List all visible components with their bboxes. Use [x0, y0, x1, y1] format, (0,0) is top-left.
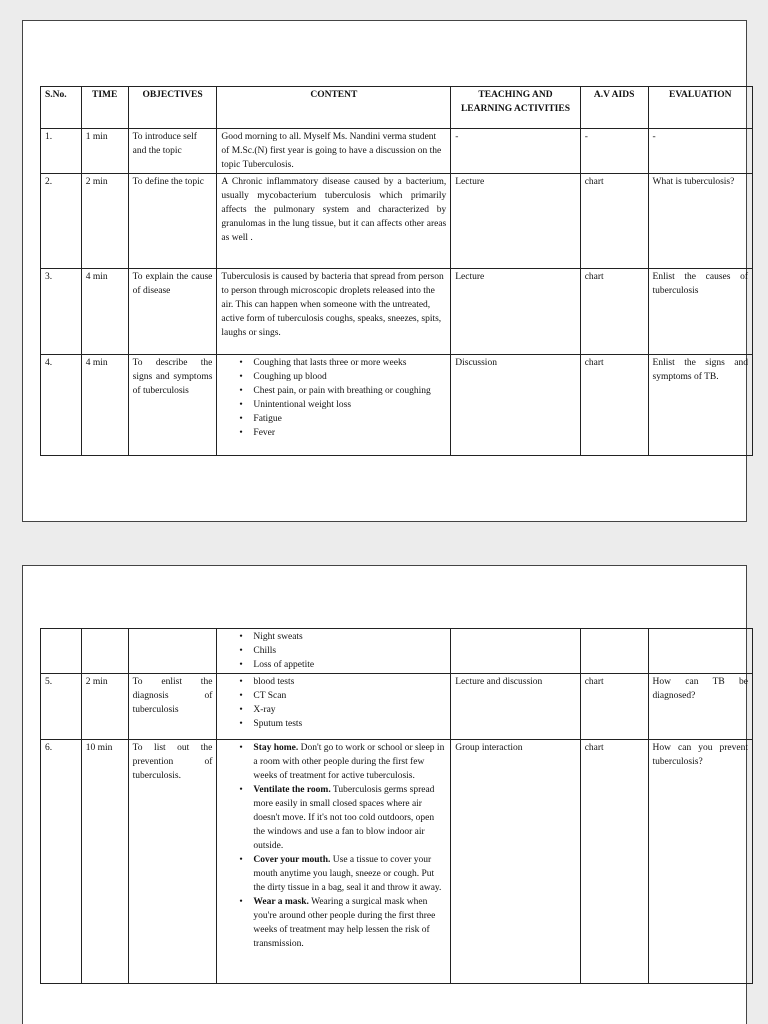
list-item: • X-ray — [221, 703, 446, 717]
table-header-row — [41, 87, 753, 129]
document-page-2 — [22, 565, 747, 1024]
header-av-aids: A.V AIDS — [580, 87, 648, 129]
cell-aids: chart — [580, 355, 648, 456]
cell-sno: 6. — [41, 740, 82, 984]
cell-evaluation: What is tuberculosis? — [648, 174, 752, 269]
header-time: TIME — [81, 87, 128, 129]
cell-aids: - — [580, 129, 648, 174]
cell-objective: To describe the signs and symptoms of tuberculosis — [128, 355, 217, 456]
cell-time: 2 min — [81, 174, 128, 269]
cell-evaluation: How can TB be diagnosed? — [648, 674, 752, 740]
list-item: • Night sweats — [221, 630, 446, 644]
cell-evaluation: Enlist the signs and symptoms of TB. — [648, 355, 752, 456]
prevention-title: Ventilate the room. — [253, 785, 331, 795]
cell-sno: 5. — [41, 674, 82, 740]
cell-evaluation: - — [648, 129, 752, 174]
prevention-title: Cover your mouth. — [253, 855, 331, 865]
prevention-text: Don't go to work or school or sleep in a room with other people during the first few weeks of treatment for active tuberculosis. — [253, 743, 445, 781]
table-row — [41, 629, 753, 674]
table-row — [41, 269, 753, 355]
list-item: • Chills — [221, 644, 446, 658]
cell-sno: 3. — [41, 269, 82, 355]
list-item: • Coughing up blood — [221, 370, 446, 384]
header-activities: TEACHING AND LEARNING ACTIVITIES — [451, 87, 580, 129]
cell-content — [217, 355, 451, 456]
cell-objective: To enlist the diagnosis of tuberculosis — [128, 674, 217, 740]
cell-time: 2 min — [81, 674, 128, 740]
prevention-text: Wearing a surgical mask when you're around other people during the first three weeks of treatment may help lessen the risk of transmission. — [253, 897, 436, 949]
table-row — [41, 355, 753, 456]
header-objectives: OBJECTIVES — [128, 87, 217, 129]
prevention-text: Tuberculosis germs spread more easily in small closed spaces where air doesn't move. If it's not too cold outdoors, open the windows and use a fan to blow indoor air outside. — [253, 785, 435, 851]
cell-objective: To list out the prevention of tuberculosis. — [128, 740, 217, 984]
cell-content: A Chronic inflammatory disease caused by a bacterium, usually mycobacterium tuberculosis which primarily affects the pulmonary system and characterized by granulomas in the lung tissue, but it can affects other areas as well . — [217, 174, 451, 269]
list-item: • Fatigue — [221, 412, 446, 426]
table-row — [41, 129, 753, 174]
list-item: • Fever — [221, 426, 446, 440]
cell-objective: To explain the cause of disease — [128, 269, 217, 355]
cell-activity: Group interaction — [451, 740, 580, 984]
cell-content — [217, 740, 451, 984]
cell-content: Good morning to all. Myself Ms. Nandini verma student of M.Sc.(N) first year is going to have a discussion on the topic Tuberculosis. — [217, 129, 451, 174]
header-content: CONTENT — [217, 87, 451, 129]
cell-time: 4 min — [81, 355, 128, 456]
cell-sno: 4. — [41, 355, 82, 456]
table-row — [41, 674, 753, 740]
list-item — [221, 741, 446, 783]
cell-aids: chart — [580, 269, 648, 355]
list-item: • blood tests — [221, 675, 446, 689]
prevention-text: Use a tissue to cover your mouth anytime you laugh, sneeze or cough. Put the dirty tissue in a bag, seal it and throw it away. — [253, 855, 442, 893]
cell-activity: Discussion — [451, 355, 580, 456]
list-item: • CT Scan — [221, 689, 446, 703]
cell-activity: Lecture and discussion — [451, 674, 580, 740]
list-item — [221, 783, 446, 853]
cell-sno: 1. — [41, 129, 82, 174]
cell-aids: chart — [580, 674, 648, 740]
cell-time: 4 min — [81, 269, 128, 355]
lesson-plan-table — [40, 86, 753, 456]
cell-evaluation: Enlist the causes of tuberculosis — [648, 269, 752, 355]
cell-sno: 2. — [41, 174, 82, 269]
prevention-list — [221, 741, 446, 951]
symptom-list-continued — [221, 630, 446, 672]
list-item — [221, 895, 446, 951]
cell-activity: Lecture — [451, 269, 580, 355]
table-row — [41, 740, 753, 984]
list-item — [221, 853, 446, 895]
cell-content — [217, 674, 451, 740]
cell-objective: To define the topic — [128, 174, 217, 269]
cell-aids: chart — [580, 740, 648, 984]
list-item: • Chest pain, or pain with breathing or coughing — [221, 384, 446, 398]
prevention-title: Stay home. — [253, 743, 299, 753]
list-item: • Coughing that lasts three or more weeks — [221, 356, 446, 370]
header-evaluation: EVALUATION — [648, 87, 752, 129]
header-sno: S.No. — [41, 87, 82, 129]
symptom-list — [221, 356, 446, 440]
cell-content — [217, 629, 451, 674]
cell-time: 1 min — [81, 129, 128, 174]
list-item: • Loss of appetite — [221, 658, 446, 672]
cell-activity: - — [451, 129, 580, 174]
cell-evaluation: How can you prevent tuberculosis? — [648, 740, 752, 984]
cell-time: 10 min — [81, 740, 128, 984]
cell-content: Tuberculosis is caused by bacteria that spread from person to person through microscopic droplets released into the air. This can happen when someone with the untreated, active form of tuberculosis coughs, speaks, sneezes, spits, laughs or sings. — [217, 269, 451, 355]
cell-aids: chart — [580, 174, 648, 269]
lesson-plan-table-continued — [40, 628, 753, 984]
list-item: • Unintentional weight loss — [221, 398, 446, 412]
table-row — [41, 174, 753, 269]
list-item: • Sputum tests — [221, 717, 446, 731]
document-page-1 — [22, 20, 747, 522]
prevention-title: Wear a mask. — [253, 897, 309, 907]
cell-objective: To introduce self and the topic — [128, 129, 217, 174]
cell-activity: Lecture — [451, 174, 580, 269]
diagnosis-list — [221, 675, 446, 731]
